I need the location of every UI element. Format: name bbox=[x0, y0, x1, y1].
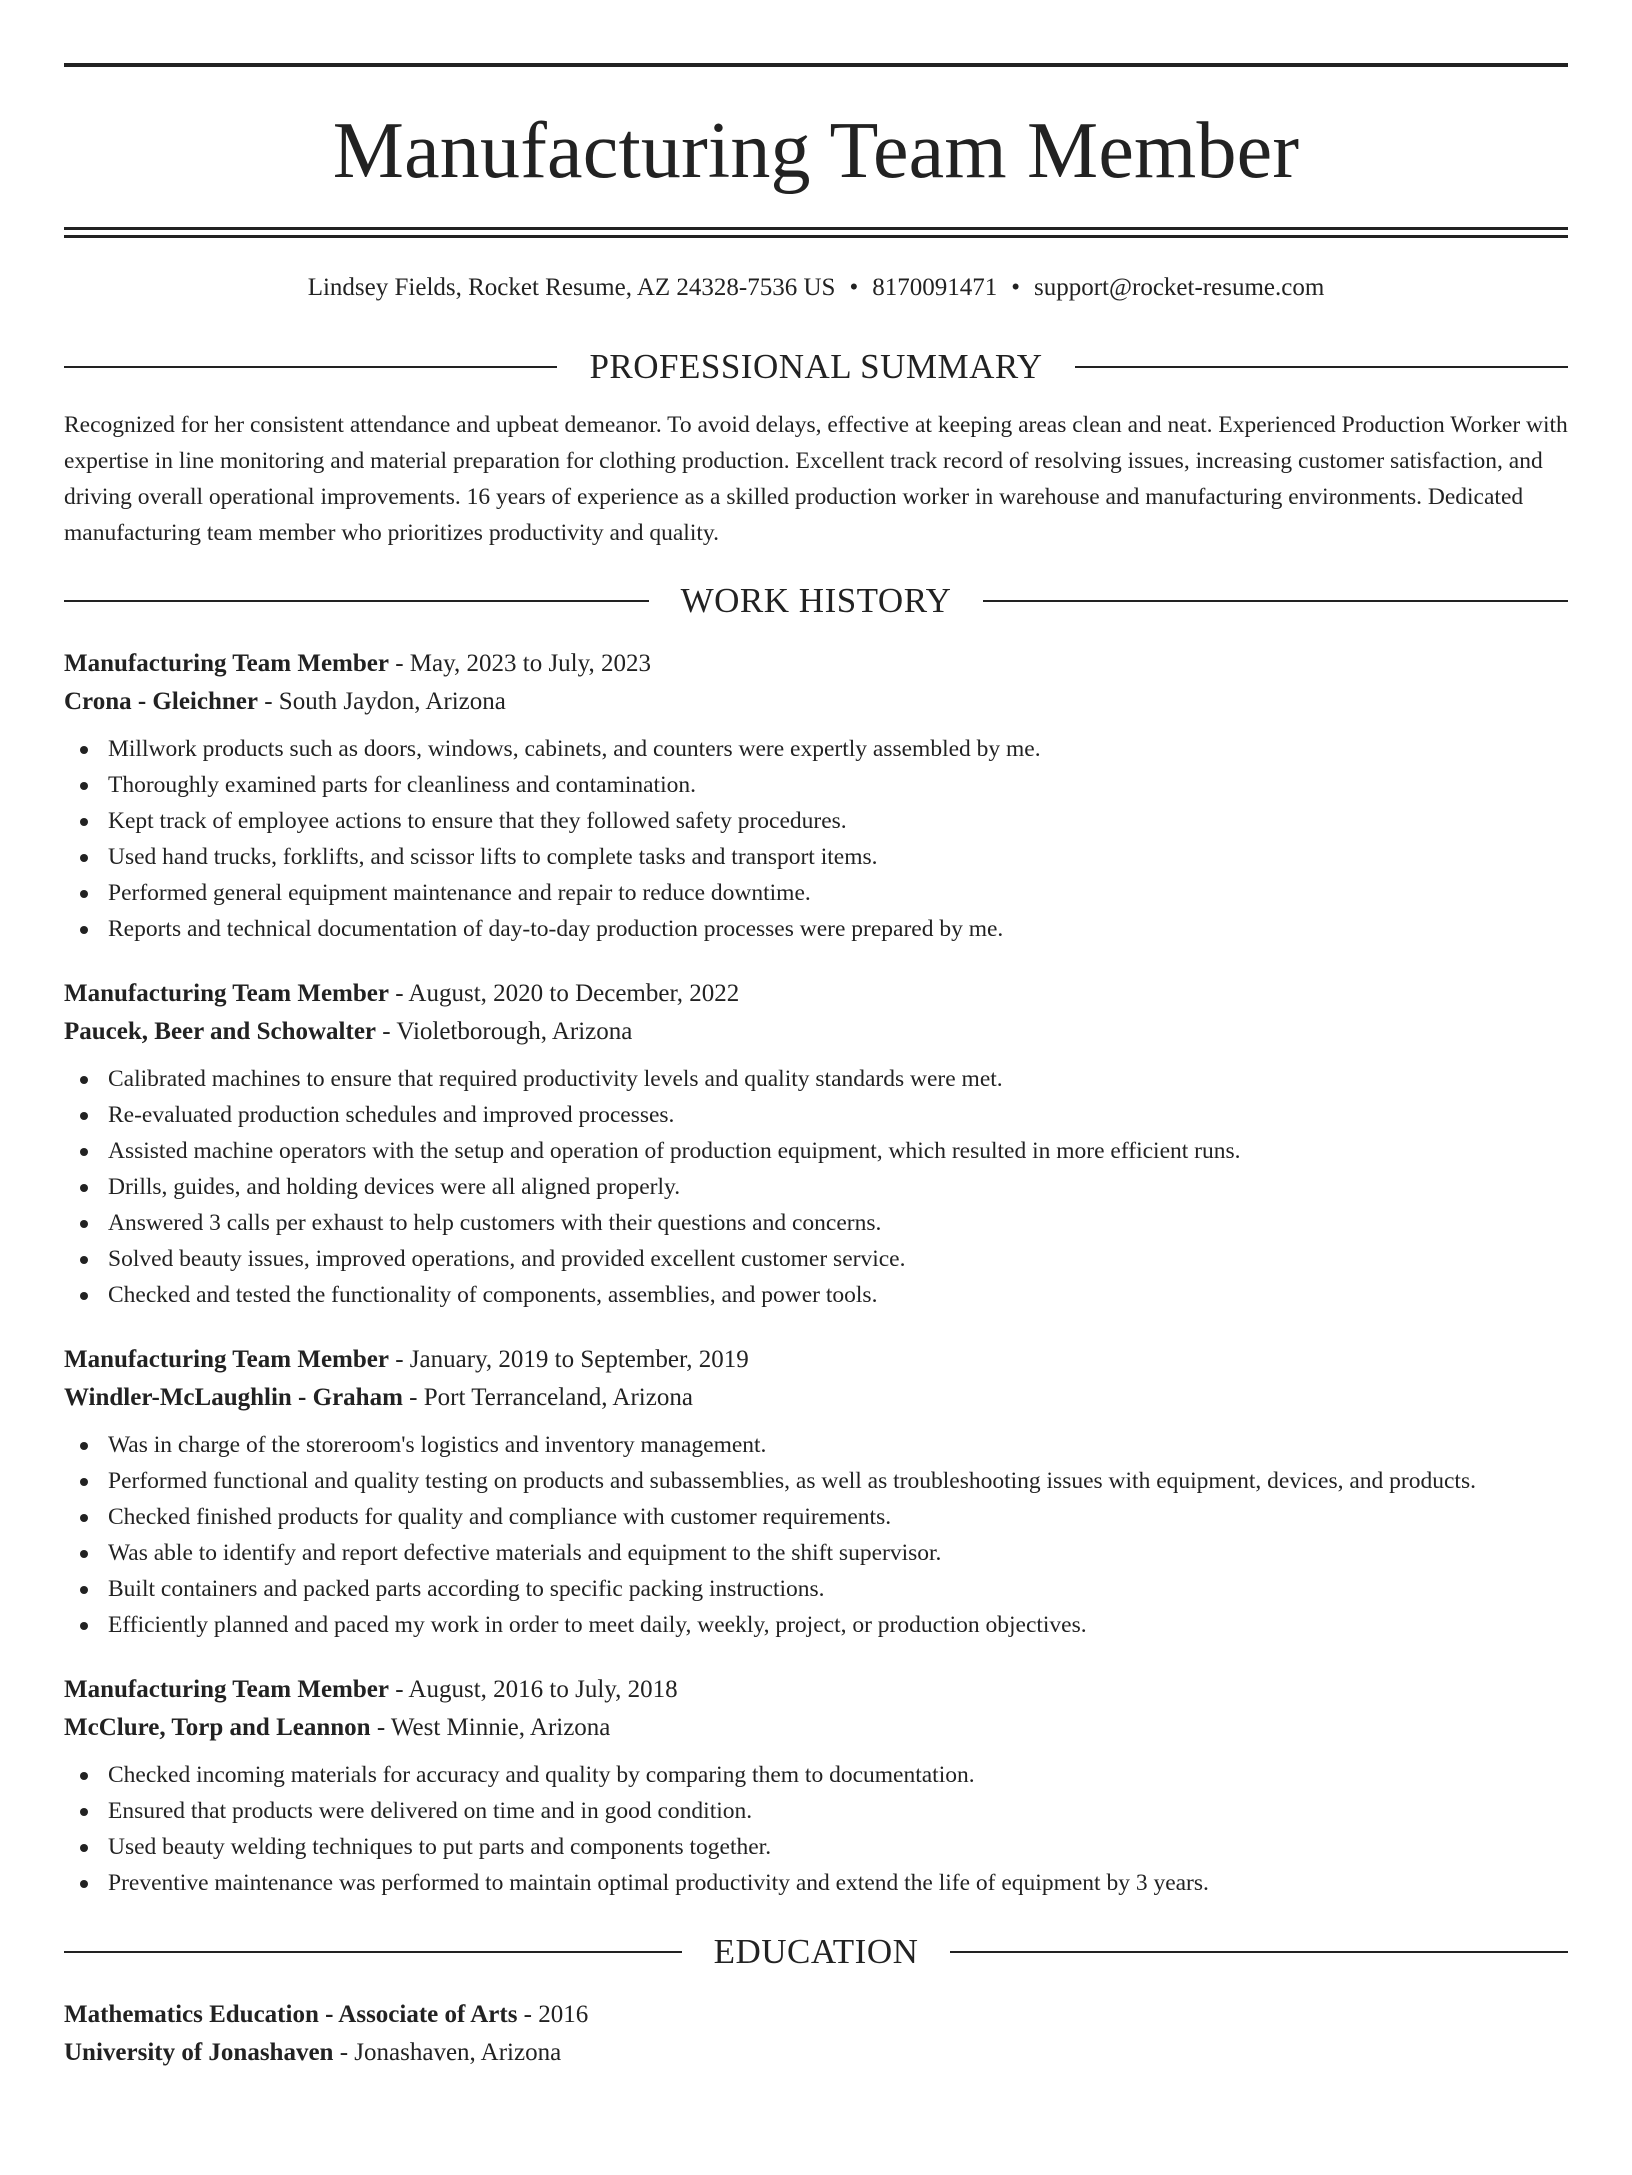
education-school-line bbox=[64, 2034, 1568, 2072]
job-bullet: Drills, guides, and holding devices were all aligned properly. bbox=[64, 1169, 1568, 1205]
job-location: - West Minnie, Arizona bbox=[370, 1714, 611, 1741]
job-company: Windler-McLaughlin - Graham bbox=[64, 1384, 403, 1411]
job-title: Manufacturing Team Member bbox=[64, 1346, 389, 1373]
section-title: WORK HISTORY bbox=[680, 581, 952, 620]
job-location: - South Jaydon, Arizona bbox=[257, 688, 506, 715]
job-bullets bbox=[64, 1061, 1568, 1313]
job-company: Crona - Gleichner bbox=[64, 688, 258, 715]
job-title-line bbox=[64, 1671, 1568, 1709]
job-title: Manufacturing Team Member bbox=[64, 1676, 389, 1703]
job-dates: - August, 2016 to July, 2018 bbox=[388, 1676, 678, 1703]
resume-page bbox=[0, 63, 1632, 2175]
job-title-line bbox=[64, 975, 1568, 1013]
heading-rule-right bbox=[950, 1951, 1568, 1953]
section-heading-work-history bbox=[64, 579, 1568, 623]
job-dates: - May, 2023 to July, 2023 bbox=[388, 650, 651, 677]
job-bullet: Was in charge of the storeroom's logistics and inventory management. bbox=[64, 1427, 1568, 1463]
section-title: PROFESSIONAL SUMMARY bbox=[589, 347, 1043, 386]
section-title: EDUCATION bbox=[713, 1932, 919, 1971]
job-bullet: Re-evaluated production schedules and improved processes. bbox=[64, 1097, 1568, 1133]
education-year: - 2016 bbox=[517, 2001, 589, 2028]
job-bullets bbox=[64, 731, 1568, 947]
job-company: McClure, Torp and Leannon bbox=[64, 1714, 371, 1741]
job-bullet: Assisted machine operators with the setup and operation of production equipment, which resulted in more efficient runs. bbox=[64, 1133, 1568, 1169]
job-bullet: Checked and tested the functionality of components, assemblies, and power tools. bbox=[64, 1277, 1568, 1313]
job-dates: - January, 2019 to September, 2019 bbox=[388, 1346, 749, 1373]
education-degree-line bbox=[64, 1996, 1568, 2034]
job-bullet: Calibrated machines to ensure that required productivity levels and quality standards were met. bbox=[64, 1061, 1568, 1097]
job-bullet: Checked finished products for quality and compliance with customer requirements. bbox=[64, 1499, 1568, 1535]
education-degree: Mathematics Education - Associate of Arts bbox=[64, 2001, 518, 2028]
job-bullet: Checked incoming materials for accuracy and quality by comparing them to documentation. bbox=[64, 1757, 1568, 1793]
job-bullet: Built containers and packed parts according to specific packing instructions. bbox=[64, 1571, 1568, 1607]
summary-text: Recognized for her consistent attendance and upbeat demeanor. To avoid delays, effective at keeping areas clean and neat. Experienced Production Worker with expertise in line monitoring and material preparation for clothing production. Excellent track record of resolving issues, increasing customer satisfaction, and driving overall operational improvements. 16 years of experience as a skilled production worker in warehouse and manufacturing environments. Dedicated manufacturing team member who prioritizes productivity and quality. bbox=[64, 412, 1568, 546]
job-bullet: Used beauty welding techniques to put parts and components together. bbox=[64, 1829, 1568, 1865]
education-location: - Jonashaven, Arizona bbox=[333, 2039, 562, 2066]
job-entry bbox=[64, 1671, 1568, 1901]
job-bullet: Answered 3 calls per exhaust to help customers with their questions and concerns. bbox=[64, 1205, 1568, 1241]
job-location: - Violetborough, Arizona bbox=[376, 1018, 633, 1045]
job-entry bbox=[64, 975, 1568, 1313]
section-heading-summary bbox=[64, 345, 1568, 389]
job-bullets bbox=[64, 1757, 1568, 1901]
education-entry bbox=[64, 1996, 1568, 2072]
job-location: - Port Terranceland, Arizona bbox=[402, 1384, 693, 1411]
contact-address: Lindsey Fields, Rocket Resume, AZ 24328-7536 US bbox=[307, 274, 836, 301]
contact-email[interactable]: support@rocket-resume.com bbox=[1033, 274, 1325, 301]
job-bullet: Ensured that products were delivered on time and in good condition. bbox=[64, 1793, 1568, 1829]
section-heading-education bbox=[64, 1930, 1568, 1974]
job-company-line bbox=[64, 1013, 1568, 1051]
heading-rule-left bbox=[64, 366, 557, 368]
work-history-list bbox=[64, 645, 1568, 1901]
contact-line bbox=[64, 271, 1568, 305]
job-bullet: Millwork products such as doors, windows, cabinets, and counters were expertly assembled by me. bbox=[64, 731, 1568, 767]
contact-separator: • bbox=[1011, 274, 1020, 301]
job-bullet: Kept track of employee actions to ensure that they followed safety procedures. bbox=[64, 803, 1568, 839]
job-title: Manufacturing Team Member bbox=[64, 650, 389, 677]
job-dates: - August, 2020 to December, 2022 bbox=[388, 980, 740, 1007]
job-company-line bbox=[64, 683, 1568, 721]
job-entry bbox=[64, 645, 1568, 947]
job-title-line bbox=[64, 645, 1568, 683]
title-double-rule bbox=[64, 227, 1568, 238]
job-bullet: Was able to identify and report defective materials and equipment to the shift supervisor. bbox=[64, 1535, 1568, 1571]
job-company-line bbox=[64, 1379, 1568, 1417]
job-company: Paucek, Beer and Schowalter bbox=[64, 1018, 377, 1045]
job-title-line bbox=[64, 1341, 1568, 1379]
top-rule bbox=[64, 63, 1568, 67]
job-bullet: Used hand trucks, forklifts, and scissor lifts to complete tasks and transport items. bbox=[64, 839, 1568, 875]
job-title: Manufacturing Team Member bbox=[64, 980, 389, 1007]
job-bullet: Solved beauty issues, improved operations, and provided excellent customer service. bbox=[64, 1241, 1568, 1277]
job-bullet: Performed general equipment maintenance and repair to reduce downtime. bbox=[64, 875, 1568, 911]
heading-rule-left bbox=[64, 1951, 682, 1953]
heading-rule-right bbox=[983, 600, 1568, 602]
job-company-line bbox=[64, 1709, 1568, 1747]
contact-phone: 8170091471 bbox=[872, 274, 998, 301]
job-bullet: Efficiently planned and paced my work in order to meet daily, weekly, project, or production objectives. bbox=[64, 1607, 1568, 1643]
job-entry bbox=[64, 1341, 1568, 1643]
job-bullet: Preventive maintenance was performed to maintain optimal productivity and extend the life of equipment by 3 years. bbox=[64, 1865, 1568, 1901]
education-school: University of Jonashaven bbox=[64, 2039, 334, 2066]
heading-rule-left bbox=[64, 600, 649, 602]
job-bullet: Performed functional and quality testing on products and subassemblies, as well as troubleshooting issues with equipment, devices, and products. bbox=[64, 1463, 1568, 1499]
contact-separator: • bbox=[849, 274, 859, 301]
job-bullets bbox=[64, 1427, 1568, 1643]
job-bullet: Reports and technical documentation of day-to-day production processes were prepared by me. bbox=[64, 911, 1568, 947]
job-bullet: Thoroughly examined parts for cleanliness and contamination. bbox=[64, 767, 1568, 803]
heading-rule-right bbox=[1075, 366, 1568, 368]
resume-title: Manufacturing Team Member bbox=[332, 107, 1300, 195]
